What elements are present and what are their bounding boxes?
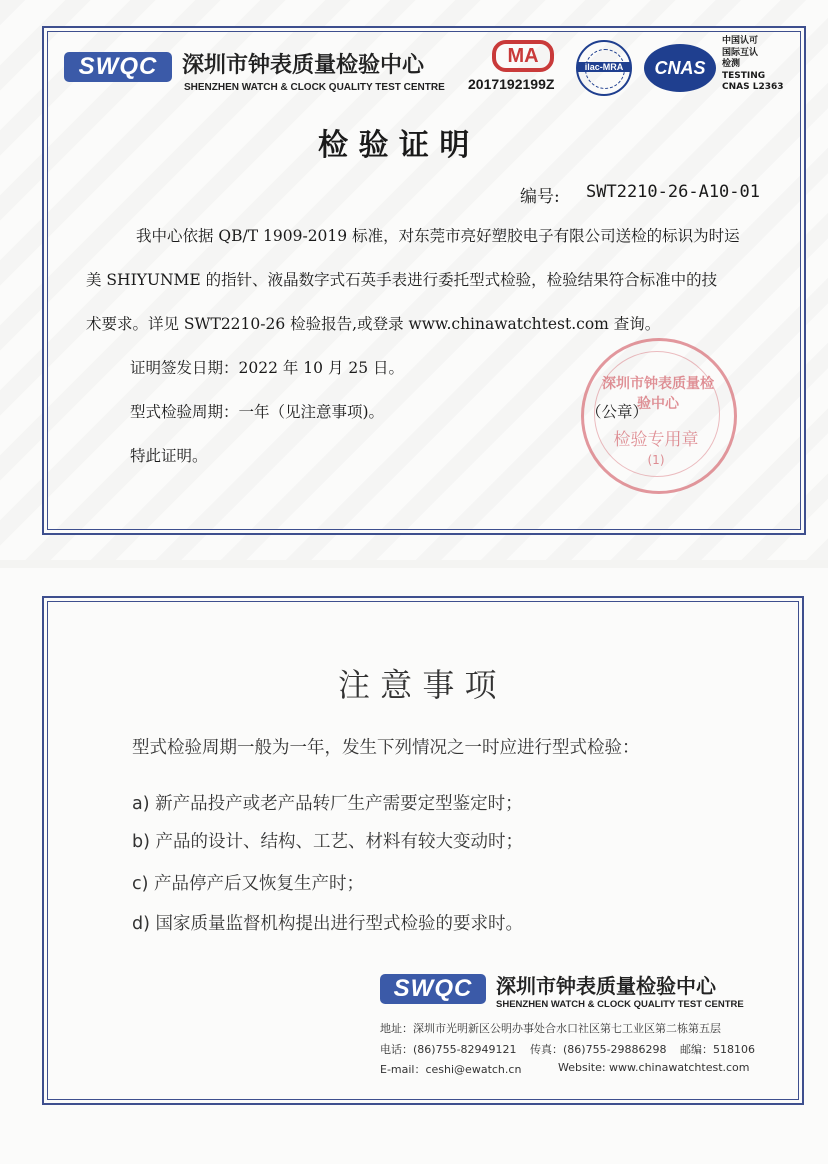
footer-address: 地址：深圳市光明新区公明办事处合水口社区第七工业区第二栋第五层: [380, 1022, 721, 1035]
swqc-logo: SWQC: [64, 52, 172, 82]
footer-website: Website: www.chinawatchtest.com: [558, 1061, 750, 1074]
cnas-line-2: 国际互认: [722, 47, 759, 58]
notes-title: 注 意 事 项: [338, 666, 497, 704]
notes-item-c: c) 产品停产后又恢复生产时；: [132, 874, 365, 894]
official-seal-label: （公章）: [586, 403, 649, 421]
org-name-cn: 深圳市钟表质量检验中心: [182, 53, 425, 78]
footer-swqc-logo: SWQC: [380, 974, 486, 1004]
cnas-line-1: 中国认可: [722, 36, 759, 46]
certificate-number: SWT2210-26-A10-01: [586, 182, 760, 202]
cnas-line-4: TESTING: [722, 70, 766, 81]
cma-number: 2017192199Z: [468, 76, 555, 92]
footer-phone: 电话：(86)755-82949121: [380, 1043, 517, 1056]
notes-item-a: a) 新产品投产或老产品转厂生产需要定型鉴定时；: [132, 794, 523, 814]
certificate-title: 检 验 证 明: [318, 128, 470, 163]
body-line-1: 我中心依据 QB/T 1909-2019 标准，对东莞市亮好塑胶电子有限公司送检的标识为时运: [136, 227, 740, 245]
footer-org-name-en: SHENZHEN WATCH & CLOCK QUALITY TEST CENTRE: [496, 999, 744, 1010]
ilac-mra-icon: [576, 40, 632, 96]
cnas-line-5: CNAS L2363: [722, 82, 784, 92]
closing-text: 特此证明。: [130, 447, 208, 465]
notes-item-d: d) 国家质量监督机构提出进行型式检验的要求时。: [132, 914, 523, 934]
cnas-line-3: 检测: [722, 59, 741, 69]
body-line-2: 美 SHIYUNME 的指针、液晶数字式石英手表进行委托型式检验，检验结果符合标准中的技: [86, 271, 718, 289]
notes-item-b: b) 产品的设计、结构、工艺、材料有较大变动时；: [132, 832, 523, 852]
cnas-mark-icon: CNAS: [644, 44, 716, 92]
certificate-sheet: [0, 0, 828, 560]
cnas-info: [722, 36, 784, 94]
cma-mark-icon: MA: [492, 40, 554, 72]
footer-fax: 传真：(86)755-29886298: [530, 1043, 667, 1056]
footer-postcode: 邮编：518106: [680, 1043, 755, 1056]
notes-intro: 型式检验周期一般为一年，发生下列情况之一时应进行型式检验：: [132, 738, 640, 758]
issue-date: 证明签发日期：2022 年 10 月 25 日。: [130, 359, 405, 377]
inspection-period: 型式检验周期：一年（见注意事项)。: [130, 403, 385, 421]
certificate-number-label: 编号:: [520, 187, 560, 207]
seal-number: (1): [647, 453, 665, 467]
org-name-en: SHENZHEN WATCH & CLOCK QUALITY TEST CENTRE: [184, 82, 445, 93]
seal-ring-text: 深圳市钟表质量检验中心: [602, 376, 714, 412]
ilac-mra-label: ilac-MRA: [578, 62, 630, 72]
seal-center-text: 检验专用章: [613, 430, 699, 450]
footer-org-name-cn: 深圳市钟表质量检验中心: [496, 974, 716, 998]
notes-sheet: [0, 568, 828, 1164]
body-line-3: 术要求。详见 SWT2210-26 检验报告,或登录 www.chinawatchtest.com 查询。: [86, 315, 661, 333]
footer-email: E-mail：ceshi@ewatch.cn: [380, 1063, 522, 1076]
inspection-seal-icon: [581, 338, 737, 494]
